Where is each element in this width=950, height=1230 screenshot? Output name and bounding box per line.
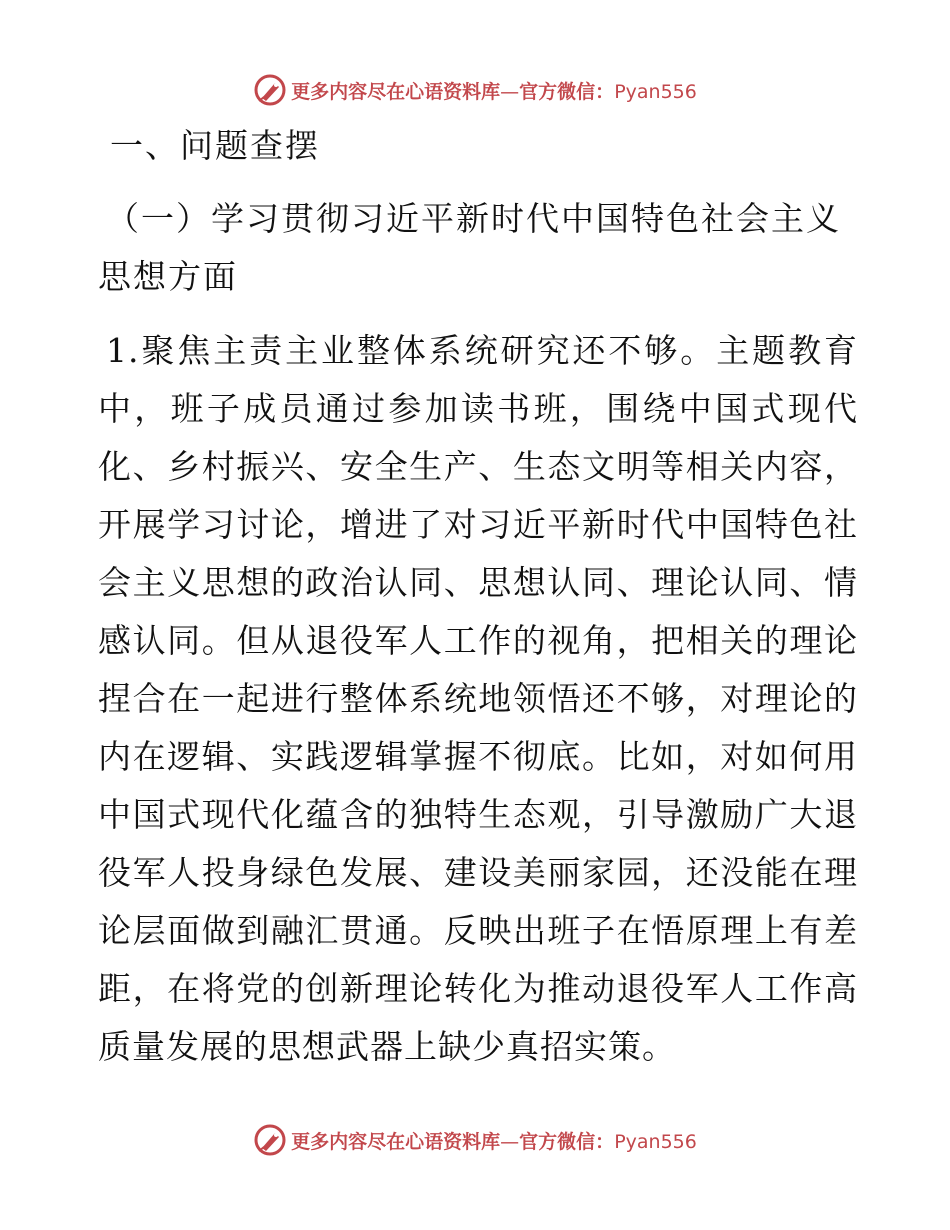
header-watermark-sep: — [500, 80, 520, 103]
header-watermark-main: 更多内容尽在心语资料库 [291, 80, 501, 103]
footer-watermark-label: 官方微信： [519, 1130, 615, 1153]
header-watermark-banner [0, 70, 950, 110]
pen-nib-logo-icon [253, 73, 287, 107]
footer-watermark-main: 更多内容尽在心语资料库 [291, 1130, 501, 1153]
footer-watermark-handle: Pyan556 [614, 1130, 697, 1153]
header-watermark-handle: Pyan556 [614, 80, 697, 103]
document-body [98, 118, 858, 1076]
footer-watermark-text [291, 1127, 697, 1154]
footer-watermark-banner [0, 1120, 950, 1160]
subsection-heading: （一）学习贯彻习近平新时代中国特色社会主义思想方面 [98, 199, 841, 296]
header-watermark-label: 官方微信： [519, 80, 615, 103]
pen-nib-logo-icon [253, 1123, 287, 1157]
point-paragraph [98, 322, 858, 1076]
header-watermark-text [291, 77, 697, 104]
point-title: 1.聚焦主责主业整体系统研究还不够。 [106, 331, 717, 370]
footer-watermark-sep: — [500, 1130, 520, 1153]
point-body: 主题教育中，班子成员通过参加读书班，围绕中国式现代化、乡村振兴、安全生产、生态文明等相关内容，开展学习讨论，增进了对习近平新时代中国特色社会主义思想的政治认同、思想认同、理论认同、情感认同。但从退役军人工作的视角，把相关的理论捏合在一起进行整体系统地领悟还不够，对理论的内在逻辑、实践逻辑掌握不彻底。比如，对如何用中国式现代化蕴含的独特生态观，引导激励广大退役军人投身绿色发展、建设美丽家园，还没能在理论层面做到融汇贯通。反映出班子在悟原理上有差距，在将党的创新理论转化为推动退役军人工作高质量发展的思想武器上缺少真招实策。 [98, 331, 858, 1066]
section-heading: 一、问题查摆 [110, 126, 320, 165]
